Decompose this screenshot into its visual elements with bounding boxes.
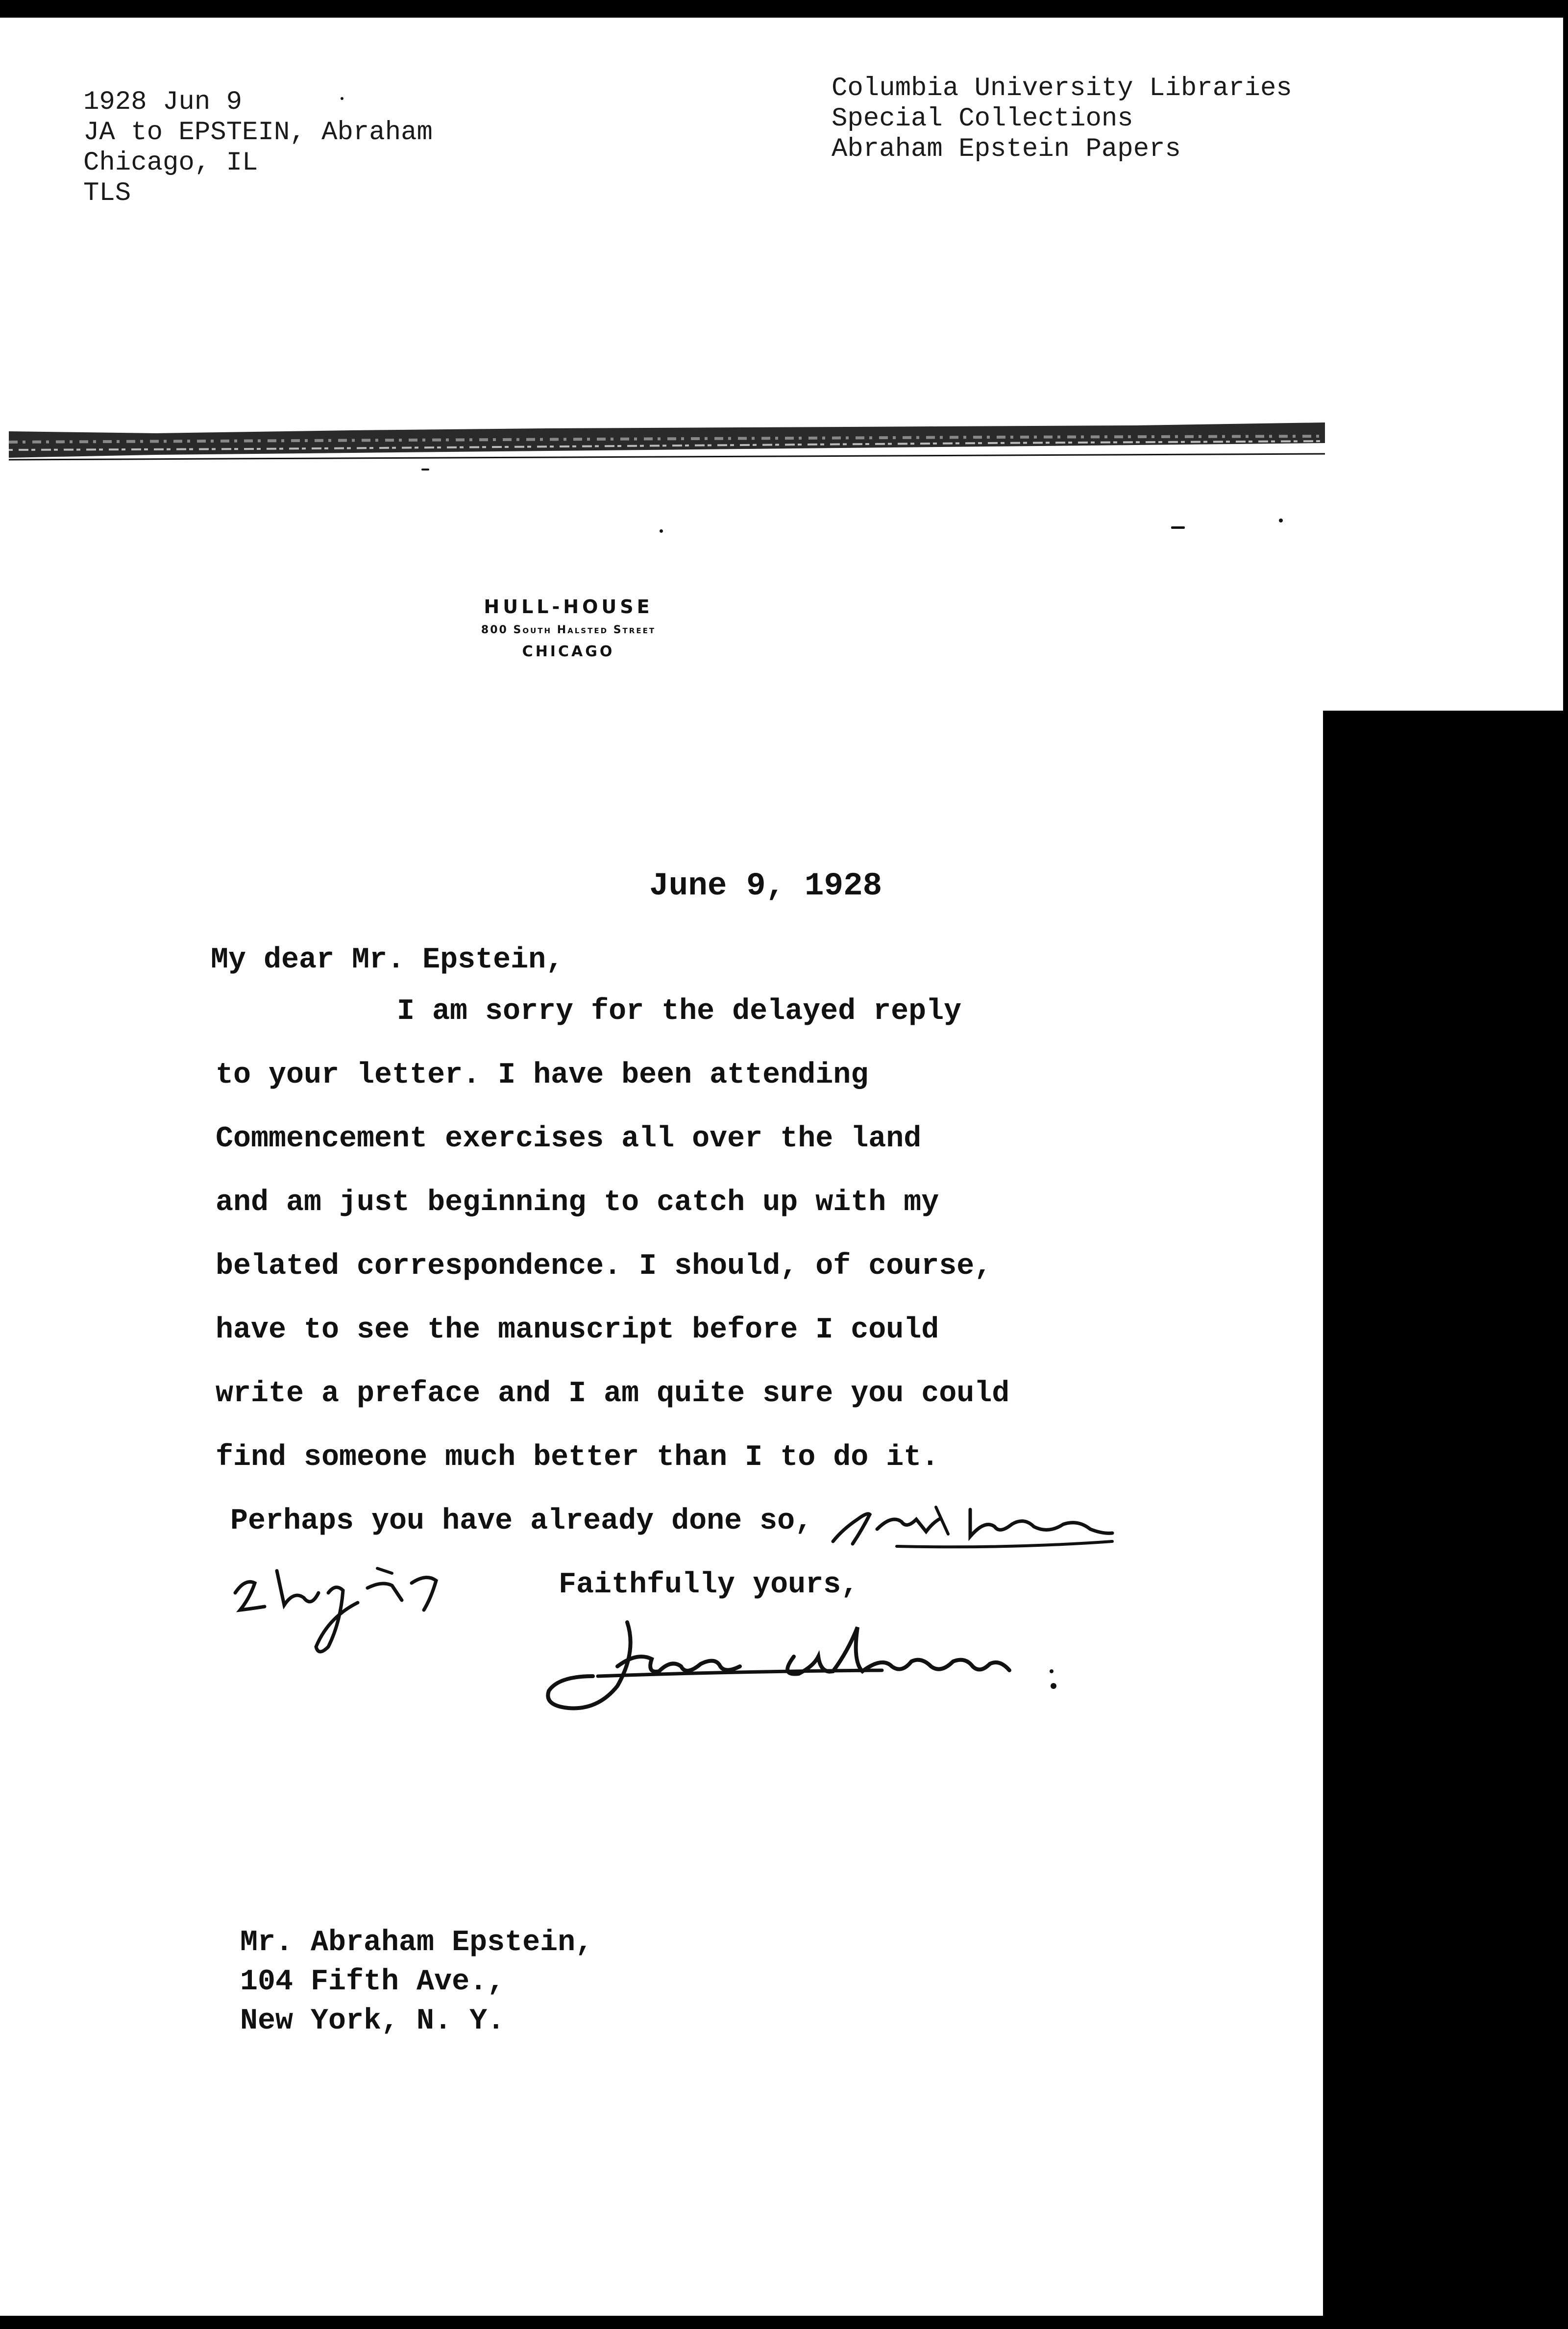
letterhead	[382, 593, 755, 664]
letter-body-line: have to see the manuscript before I could	[216, 1313, 939, 1347]
letter-date: June 9, 1928	[649, 867, 882, 904]
letter-body-line: I am sorry for the delayed reply	[397, 995, 962, 1028]
catalog-place: Chicago, IL	[83, 148, 258, 178]
catalog-date: 1928 Jun 9	[83, 87, 243, 117]
handwritten-note	[823, 1500, 1117, 1554]
recipient-street: 104 Fifth Ave.,	[240, 1965, 505, 1999]
letter-body-line: find someone much better than I to do it.	[216, 1441, 939, 1474]
scan-top-border	[0, 0, 1568, 18]
scan-speck	[1279, 519, 1283, 522]
scan-background-area	[1323, 711, 1568, 2329]
catalog-correspondents: JA to EPSTEIN, Abraham	[83, 118, 433, 148]
recipient-city: New York, N. Y.	[240, 2005, 505, 2038]
catalog-label-right	[832, 74, 1292, 165]
letterhead-name: HULL-HOUSE	[484, 596, 653, 618]
letter-salutation: My dear Mr. Epstein,	[211, 943, 564, 977]
signature-image	[539, 1612, 1088, 1715]
letter-body-line: Perhaps you have already done so,	[230, 1505, 813, 1538]
scan-speck	[660, 529, 663, 533]
letter-body-line: and am just beginning to catch up with my	[216, 1186, 939, 1219]
scan-speck	[341, 97, 343, 100]
letter-body-line: Commencement exercises all over the land	[216, 1122, 922, 1156]
letterhead-city: CHICAGO	[522, 643, 615, 660]
letterhead-street: 800 South Halsted Street	[481, 624, 656, 636]
letter-body-line: write a preface and I am quite sure you could	[216, 1377, 1010, 1411]
catalog-institution: Columbia University Libraries	[832, 74, 1292, 103]
handwritten-note	[230, 1563, 466, 1661]
catalog-collection: Abraham Epstein Papers	[832, 134, 1181, 164]
scan-speck	[1171, 526, 1185, 529]
catalog-department: Special Collections	[832, 104, 1133, 134]
letter-body-line: to your letter. I have been attending	[216, 1059, 869, 1092]
torn-paper-edge	[9, 422, 1325, 467]
catalog-doc-type: TLS	[83, 178, 131, 208]
letter-body-line: belated correspondence. I should, of course,	[216, 1250, 992, 1283]
scan-speck	[421, 469, 429, 471]
recipient-name: Mr. Abraham Epstein,	[240, 1926, 593, 1959]
letter-closing: Faithfully yours,	[559, 1568, 859, 1602]
catalog-label-left	[83, 87, 433, 209]
